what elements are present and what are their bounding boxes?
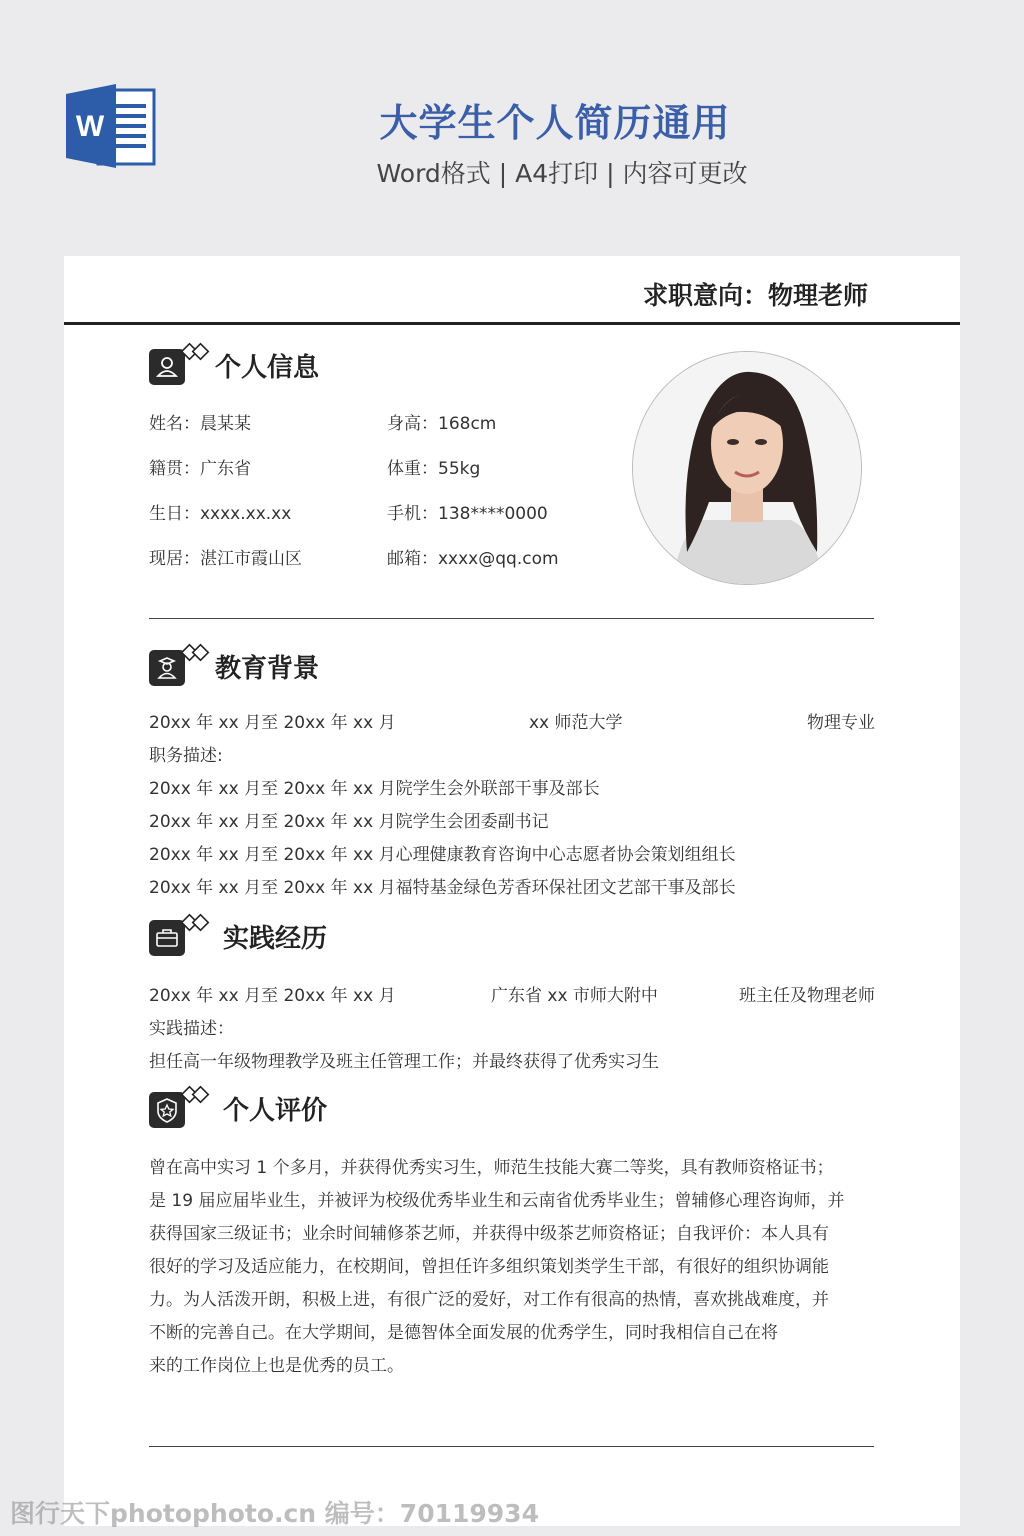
section-title: 教育背景 — [215, 654, 320, 684]
section-title: 个人评价 — [223, 1096, 328, 1126]
info-weight: 体重：55kg — [387, 459, 481, 479]
edu-duty-item: 20xx 年 xx 月至 20xx 年 xx 月心理健康教育咨询中心志愿者协会策划组组长 — [149, 845, 736, 865]
section-divider — [149, 618, 874, 619]
job-intention: 求职意向：物理老师 — [642, 281, 868, 310]
diamond-ornament-icon — [179, 1084, 213, 1110]
info-height: 身高：168cm — [387, 414, 497, 434]
evaluation-line: 不断的完善自己。在大学期间，是德智体全面发展的优秀学生，同时我相信自己在将 — [149, 1323, 778, 1343]
edu-major: 物理专业 — [807, 713, 875, 733]
info-name: 姓名：晨某某 — [149, 414, 251, 434]
evaluation-line: 来的工作岗位上也是优秀的员工。 — [149, 1356, 404, 1376]
diamond-ornament-icon — [179, 341, 213, 367]
resume-paper — [64, 256, 960, 1526]
diamond-ornament-icon — [179, 642, 213, 668]
info-email: 邮箱：xxxx@qq.com — [387, 549, 559, 569]
evaluation-line: 获得国家三级证书；业余时间辅修茶艺师，并获得中级茶艺师资格证；自我评价：本人具有 — [149, 1224, 829, 1244]
section-divider — [149, 1446, 874, 1447]
page-title: 大学生个人简历通用 — [379, 101, 731, 145]
edu-period: 20xx 年 xx 月至 20xx 年 xx 月 — [149, 713, 396, 733]
evaluation-line: 曾在高中实习 1 个多月，并获得优秀实习生，师范生技能大赛二等奖，具有教师资格证书； — [149, 1158, 834, 1178]
practice-desc-label: 实践描述： — [149, 1019, 234, 1039]
practice-desc: 担任高一年级物理教学及班主任管理工作；并最终获得了优秀实习生 — [149, 1052, 659, 1072]
edu-duty-item: 20xx 年 xx 月至 20xx 年 xx 月院学生会外联部干事及部长 — [149, 779, 600, 799]
diamond-ornament-icon — [179, 912, 213, 938]
word-logo-letter: W — [75, 110, 105, 143]
edu-school: xx 师范大学 — [529, 713, 623, 733]
evaluation-line: 力。为人活泼开朗，积极上进，有很广泛的爱好，对工作有很高的热情，喜欢挑战难度，并 — [149, 1290, 829, 1310]
edu-duty-label: 职务描述: — [149, 746, 223, 766]
section-title: 实践经历 — [223, 924, 328, 954]
edu-duty-item: 20xx 年 xx 月至 20xx 年 xx 月院学生会团委副书记 — [149, 812, 549, 832]
evaluation-line: 是 19 届应届毕业生，并被评为校级优秀毕业生和云南省优秀毕业生；曾辅修心理咨询师，并 — [149, 1191, 845, 1211]
section-title: 个人信息 — [215, 353, 320, 383]
page-subtitle: Word格式 | A4打印 | 内容可更改 — [376, 159, 748, 188]
practice-role: 班主任及物理老师 — [739, 986, 875, 1006]
practice-place: 广东省 xx 市师大附中 — [491, 986, 658, 1006]
info-phone: 手机：138****0000 — [387, 504, 548, 524]
practice-period: 20xx 年 xx 月至 20xx 年 xx 月 — [149, 986, 396, 1006]
watermark: 图行天下photophoto.cn 编号：70119934 — [10, 1499, 539, 1528]
header-divider — [64, 322, 960, 325]
evaluation-line: 很好的学习及适应能力，在校期间，曾担任许多组织策划类学生干部，有很好的组织协调能 — [149, 1257, 829, 1277]
profile-photo — [632, 351, 862, 585]
info-origin: 籍贯：广东省 — [149, 459, 251, 479]
info-birthday: 生日：xxxx.xx.xx — [149, 504, 292, 524]
info-residence: 现居：湛江市霞山区 — [149, 549, 302, 569]
edu-duty-item: 20xx 年 xx 月至 20xx 年 xx 月福特基金绿色芳香环保社团文艺部干事及部长 — [149, 878, 736, 898]
